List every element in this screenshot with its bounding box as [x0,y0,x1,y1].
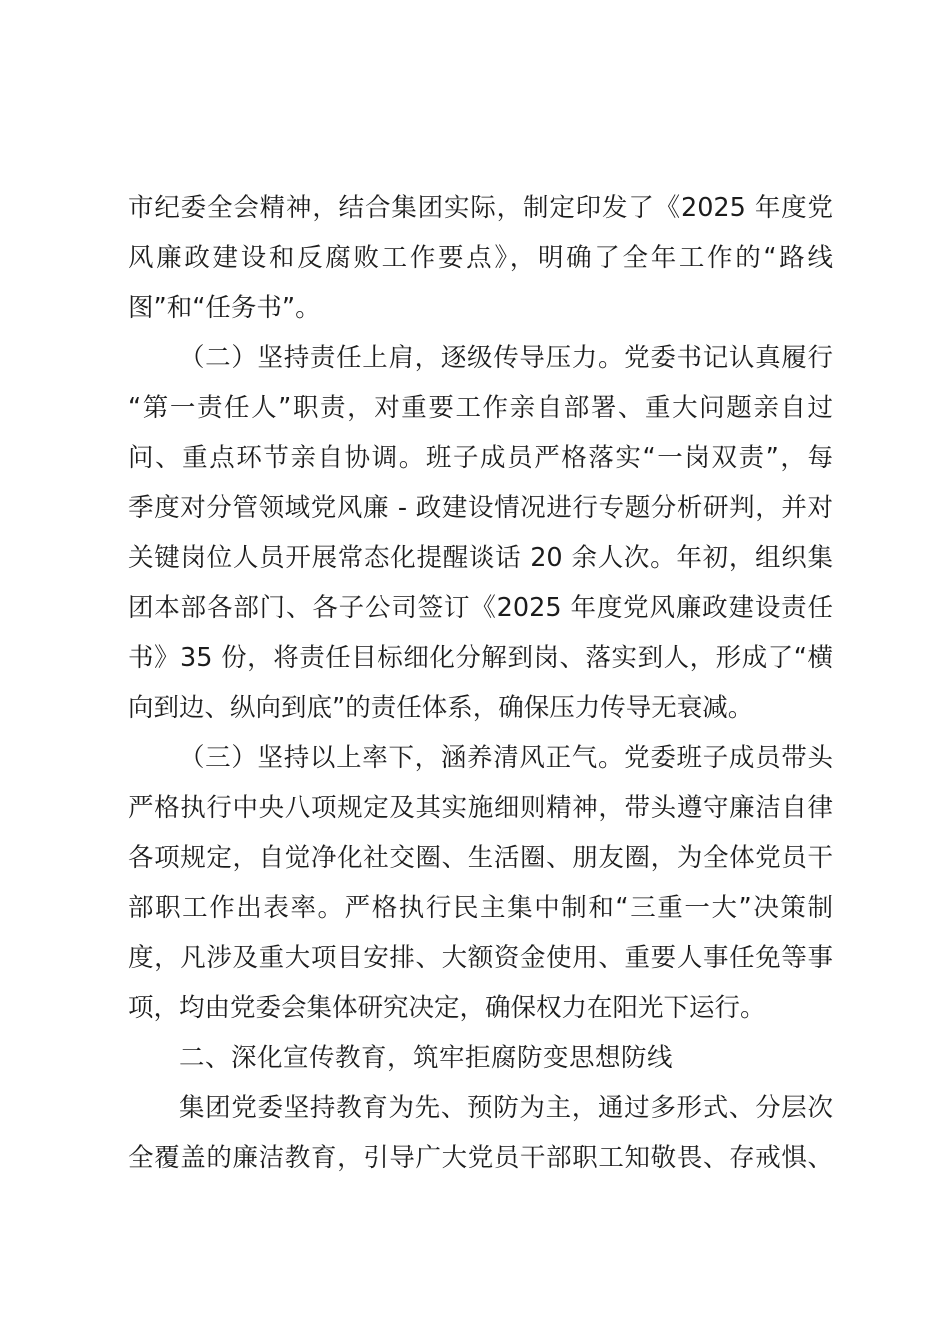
text-line: 团本部各部门、各子公司签订《2025 年度党风廉政建设责任 [128,593,833,623]
text-line: 全覆盖的廉洁教育，引导广大党员干部职工知敬畏、存戒惧、 [128,1143,833,1173]
document-body [128,183,833,1183]
text-line: 关键岗位人员开展常态化提醒谈话 20 余人次。年初，组织集 [128,543,833,573]
text-line: “第一责任人”职责，对重要工作亲自部署、重大问题亲自过 [128,393,833,423]
text-line: 市纪委全会精神，结合集团实际，制定印发了《2025 年度党 [128,193,833,223]
text-line: 向到边、纵向到底”的责任体系，确保压力传导无衰减。 [128,693,754,723]
text-line: 季度对分管领域党风廉 - 政建设情况进行专题分析研判，并对 [128,493,833,523]
text-line: 问、重点环节亲自协调。班子成员严格落实“一岗双责”，每 [128,443,833,473]
text-line: 图”和“任务书”。 [128,293,321,323]
text-line: 部职工作出表率。严格执行民主集中制和“三重一大”决策制 [128,893,833,923]
section-heading-2: （二）坚持责任上肩，逐级传导压力。党委书记认真履行 [179,343,833,373]
text-line: 集团党委坚持教育为先、预防为主，通过多形式、分层次 [179,1093,833,1123]
text-line: 风廉政建设和反腐败工作要点》，明确了全年工作的“路线 [128,243,833,273]
text-line: 书》35 份，将责任目标细化分解到岗、落实到人，形成了“横 [128,643,833,673]
section-heading-3: （三）坚持以上率下，涵养清风正气。党委班子成员带头 [179,743,833,773]
chapter-heading: 二、深化宣传教育，筑牢拒腐防变思想防线 [179,1043,674,1073]
text-line: 度，凡涉及重大项目安排、大额资金使用、重要人事任免等事 [128,943,833,973]
text-line: 严格执行中央八项规定及其实施细则精神，带头遵守廉洁自律 [128,793,833,823]
text-line: 项，均由党委会集体研究决定，确保权力在阳光下运行。 [128,993,766,1023]
text-line: 各项规定，自觉净化社交圈、生活圈、朋友圈，为全体党员干 [128,843,833,873]
